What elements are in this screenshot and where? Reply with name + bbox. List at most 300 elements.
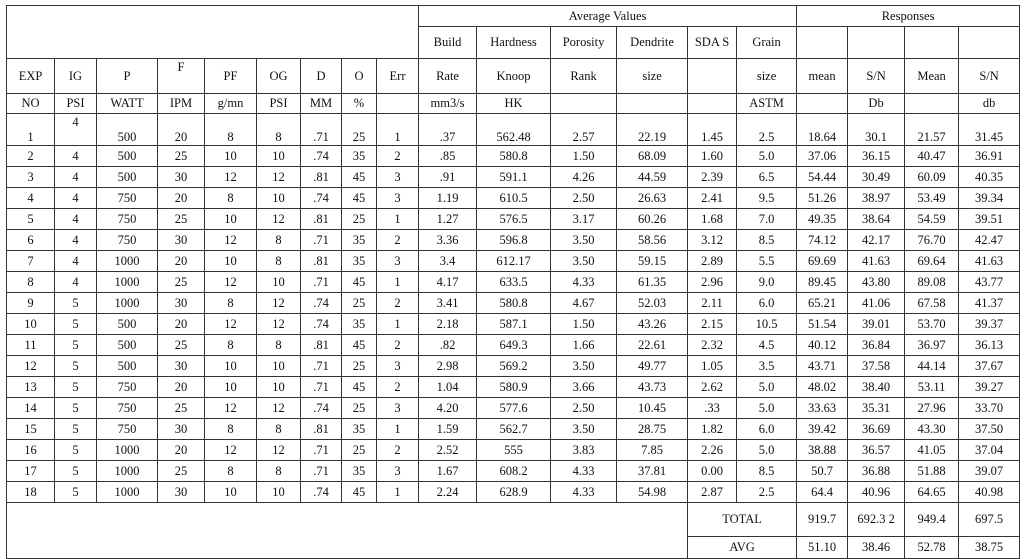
cell-build-rate: 1.67	[419, 461, 477, 482]
cell-mean: 74.12	[797, 230, 848, 251]
cell-o: 35	[342, 461, 377, 482]
cell-exp: 5	[7, 209, 55, 230]
cell-p: 750	[97, 398, 158, 419]
cell-dendrite: 59.15	[617, 251, 688, 272]
cell-p: 500	[97, 335, 158, 356]
total-mean: 919.7	[797, 503, 848, 537]
cell-p: 500	[97, 314, 158, 335]
cell-f: 30	[158, 230, 205, 251]
header-size: size	[617, 59, 688, 94]
cell-sn: 36.88	[848, 461, 905, 482]
cell-sn: 40.96	[848, 482, 905, 503]
cell-pf: 12	[205, 230, 257, 251]
cell-o: 45	[342, 272, 377, 293]
cell-og: 8	[257, 335, 301, 356]
cell-mean-2: 53.70	[905, 314, 959, 335]
cell-pf: 8	[205, 188, 257, 209]
cell-hardness: 562.7	[477, 419, 551, 440]
cell-sn-2: 43.77	[959, 272, 1020, 293]
cell-dendrite: 28.75	[617, 419, 688, 440]
cell-p: 500	[97, 146, 158, 167]
cell-grain: 9.5	[737, 188, 797, 209]
cell-ig: 5	[55, 377, 97, 398]
cell-mean-2: 64.65	[905, 482, 959, 503]
cell-sn-2: 39.34	[959, 188, 1020, 209]
cell-f: 30	[158, 356, 205, 377]
cell-o: 25	[342, 209, 377, 230]
cell-grain: 5.5	[737, 251, 797, 272]
cell-porosity: 2.50	[551, 398, 617, 419]
table-row	[7, 114, 1020, 146]
cell-p: 1000	[97, 482, 158, 503]
cell-mean: 33.63	[797, 398, 848, 419]
cell-exp: 15	[7, 419, 55, 440]
cell-pf: 10	[205, 251, 257, 272]
cell-d: .74	[301, 188, 342, 209]
cell-exp: 8	[7, 272, 55, 293]
cell-porosity: 1.66	[551, 335, 617, 356]
cell-build-rate: 2.18	[419, 314, 477, 335]
unit-rate: mm3/s	[419, 94, 477, 114]
cell-d: .81	[301, 335, 342, 356]
unit-psi-2: PSI	[257, 94, 301, 114]
cell-porosity: 3.83	[551, 440, 617, 461]
cell-og: 12	[257, 167, 301, 188]
avg-sn: 38.46	[848, 537, 905, 559]
cell-f: 20	[158, 114, 205, 146]
header-mean: mean	[797, 59, 848, 94]
cell-mean-2: 21.57	[905, 114, 959, 146]
cell-build-rate: 2.52	[419, 440, 477, 461]
cell-err: 2	[377, 146, 419, 167]
cell-mean: 65.21	[797, 293, 848, 314]
unit-ipm: IPM	[158, 94, 205, 114]
cell-sn: 42.17	[848, 230, 905, 251]
cell-hardness: 580.8	[477, 293, 551, 314]
cell-exp: 14	[7, 398, 55, 419]
cell-d: .74	[301, 293, 342, 314]
cell-d: .81	[301, 167, 342, 188]
cell-sn-2: 39.37	[959, 314, 1020, 335]
cell-sdas: 1.68	[688, 209, 737, 230]
blank-corner-cell	[7, 6, 419, 59]
cell-hardness: 577.6	[477, 398, 551, 419]
cell-hardness: 612.17	[477, 251, 551, 272]
cell-ig: 4	[55, 146, 97, 167]
cell-f: 30	[158, 167, 205, 188]
cell-exp: 13	[7, 377, 55, 398]
cell-p: 500	[97, 356, 158, 377]
cell-grain: 2.5	[737, 482, 797, 503]
cell-grain: 10.5	[737, 314, 797, 335]
cell-sn: 38.40	[848, 377, 905, 398]
cell-build-rate: 3.41	[419, 293, 477, 314]
cell-og: 12	[257, 293, 301, 314]
cell-sn: 36.69	[848, 419, 905, 440]
cell-porosity: 3.50	[551, 356, 617, 377]
cell-sdas: 2.39	[688, 167, 737, 188]
cell-d: .81	[301, 251, 342, 272]
cell-mean: 50.7	[797, 461, 848, 482]
cell-hardness: 555	[477, 440, 551, 461]
cell-p: 1000	[97, 272, 158, 293]
cell-sn: 30.1	[848, 114, 905, 146]
cell-pf: 10	[205, 356, 257, 377]
cell-o: 25	[342, 440, 377, 461]
avg-label: AVG	[688, 537, 797, 559]
cell-dendrite: 49.77	[617, 356, 688, 377]
cell-dendrite: 7.85	[617, 440, 688, 461]
cell-sn: 30.49	[848, 167, 905, 188]
cell-grain: 8.5	[737, 461, 797, 482]
cell-sn-2: 39.51	[959, 209, 1020, 230]
cell-hardness: 576.5	[477, 209, 551, 230]
cell-err: 3	[377, 356, 419, 377]
cell-hardness: 649.3	[477, 335, 551, 356]
cell-ig: 5	[55, 440, 97, 461]
unit-psi: PSI	[55, 94, 97, 114]
cell-dendrite: 54.98	[617, 482, 688, 503]
header-blank	[905, 27, 959, 59]
table-row	[7, 293, 1020, 314]
cell-og: 10	[257, 146, 301, 167]
cell-err: 2	[377, 293, 419, 314]
cell-build-rate: 1.27	[419, 209, 477, 230]
unit-blank	[688, 94, 737, 114]
cell-og: 12	[257, 398, 301, 419]
cell-porosity: 4.33	[551, 482, 617, 503]
experiment-results-table	[6, 5, 1020, 559]
table-row	[7, 440, 1020, 461]
header-blank	[848, 27, 905, 59]
cell-exp: 6	[7, 230, 55, 251]
cell-d: .71	[301, 272, 342, 293]
cell-ig: 4	[55, 230, 97, 251]
cell-hardness: 562.48	[477, 114, 551, 146]
header-f: F	[158, 59, 205, 94]
cell-o: 35	[342, 146, 377, 167]
cell-sdas: 2.41	[688, 188, 737, 209]
header-og: OG	[257, 59, 301, 94]
cell-f: 25	[158, 209, 205, 230]
cell-dendrite: 26.63	[617, 188, 688, 209]
responses-group-header: Responses	[797, 6, 1020, 27]
header-ig: IG	[55, 59, 97, 94]
cell-sn-2: 37.04	[959, 440, 1020, 461]
cell-og: 10	[257, 356, 301, 377]
unit-db: Db	[848, 94, 905, 114]
cell-build-rate: .91	[419, 167, 477, 188]
cell-d: .71	[301, 356, 342, 377]
cell-porosity: 3.50	[551, 419, 617, 440]
cell-exp: 1	[7, 114, 55, 146]
cell-dendrite: 43.73	[617, 377, 688, 398]
cell-sn-2: 42.47	[959, 230, 1020, 251]
total-label: TOTAL	[688, 503, 797, 537]
cell-f: 20	[158, 377, 205, 398]
cell-og: 10	[257, 482, 301, 503]
units-row	[7, 94, 1020, 114]
cell-exp: 12	[7, 356, 55, 377]
summary-blank	[7, 503, 688, 559]
cell-grain: 5.0	[737, 377, 797, 398]
unit-blank	[551, 94, 617, 114]
cell-err: 3	[377, 251, 419, 272]
cell-mean: 51.26	[797, 188, 848, 209]
cell-err: 1	[377, 114, 419, 146]
header-blank	[797, 27, 848, 59]
cell-f: 20	[158, 440, 205, 461]
cell-porosity: 4.33	[551, 461, 617, 482]
cell-sn: 41.06	[848, 293, 905, 314]
cell-sn: 38.64	[848, 209, 905, 230]
header-sn-2: S/N	[959, 59, 1020, 94]
cell-og: 12	[257, 314, 301, 335]
cell-grain: 5.0	[737, 398, 797, 419]
cell-d: .74	[301, 314, 342, 335]
cell-build-rate: 1.19	[419, 188, 477, 209]
header-p: P	[97, 59, 158, 94]
cell-hardness: 580.9	[477, 377, 551, 398]
header-knoop: Knoop	[477, 59, 551, 94]
cell-mean-2: 89.08	[905, 272, 959, 293]
cell-pf: 10	[205, 377, 257, 398]
cell-og: 12	[257, 209, 301, 230]
cell-sdas: 0.00	[688, 461, 737, 482]
cell-p: 1000	[97, 461, 158, 482]
cell-exp: 9	[7, 293, 55, 314]
cell-p: 500	[97, 167, 158, 188]
cell-ig: 5	[55, 461, 97, 482]
cell-porosity: 3.50	[551, 251, 617, 272]
cell-sdas: 2.96	[688, 272, 737, 293]
header-pf: PF	[205, 59, 257, 94]
cell-f: 25	[158, 272, 205, 293]
cell-mean-2: 43.30	[905, 419, 959, 440]
cell-pf: 8	[205, 461, 257, 482]
cell-mean-2: 27.96	[905, 398, 959, 419]
cell-sn: 36.84	[848, 335, 905, 356]
cell-p: 750	[97, 230, 158, 251]
cell-sn-2: 41.63	[959, 251, 1020, 272]
cell-exp: 16	[7, 440, 55, 461]
header-rank: Rank	[551, 59, 617, 94]
cell-mean: 18.64	[797, 114, 848, 146]
cell-o: 45	[342, 188, 377, 209]
header-dendrite: Dendrite	[617, 27, 688, 59]
cell-f: 30	[158, 482, 205, 503]
cell-build-rate: 2.98	[419, 356, 477, 377]
header-row-2	[7, 59, 1020, 94]
table-row	[7, 209, 1020, 230]
cell-mean-2: 67.58	[905, 293, 959, 314]
cell-ig: 5	[55, 335, 97, 356]
cell-mean: 89.45	[797, 272, 848, 293]
table-row	[7, 251, 1020, 272]
cell-exp: 17	[7, 461, 55, 482]
cell-mean: 49.35	[797, 209, 848, 230]
cell-err: 2	[377, 440, 419, 461]
cell-hardness: 628.9	[477, 482, 551, 503]
cell-exp: 7	[7, 251, 55, 272]
cell-sn: 38.97	[848, 188, 905, 209]
cell-sn: 41.63	[848, 251, 905, 272]
cell-exp: 10	[7, 314, 55, 335]
cell-dendrite: 61.35	[617, 272, 688, 293]
cell-f: 30	[158, 419, 205, 440]
cell-sn-2: 39.27	[959, 377, 1020, 398]
group-header-row	[7, 6, 1020, 27]
cell-pf: 10	[205, 482, 257, 503]
cell-sdas: 2.26	[688, 440, 737, 461]
cell-d: .74	[301, 482, 342, 503]
cell-sn-2: 40.35	[959, 167, 1020, 188]
avg-mean-2: 52.78	[905, 537, 959, 559]
cell-dendrite: 22.61	[617, 335, 688, 356]
header-sdas: SDA S	[688, 27, 737, 59]
unit-mm: MM	[301, 94, 342, 114]
unit-hk: HK	[477, 94, 551, 114]
cell-ig: 4	[55, 209, 97, 230]
cell-hardness: 569.2	[477, 356, 551, 377]
cell-d: .71	[301, 440, 342, 461]
cell-pf: 12	[205, 440, 257, 461]
cell-sdas: 2.89	[688, 251, 737, 272]
cell-o: 25	[342, 356, 377, 377]
cell-f: 20	[158, 251, 205, 272]
cell-f: 20	[158, 188, 205, 209]
table-row	[7, 230, 1020, 251]
cell-ig: 5	[55, 482, 97, 503]
cell-grain: 4.5	[737, 335, 797, 356]
cell-mean-2: 41.05	[905, 440, 959, 461]
cell-p: 1000	[97, 251, 158, 272]
cell-pf: 8	[205, 419, 257, 440]
cell-d: .74	[301, 146, 342, 167]
cell-sdas: 1.45	[688, 114, 737, 146]
avg-mean: 51.10	[797, 537, 848, 559]
table-row	[7, 167, 1020, 188]
avg-sn-2: 38.75	[959, 537, 1020, 559]
cell-sn-2: 40.98	[959, 482, 1020, 503]
cell-mean-2: 36.97	[905, 335, 959, 356]
cell-o: 45	[342, 482, 377, 503]
cell-err: 3	[377, 167, 419, 188]
total-sn: 692.3 2	[848, 503, 905, 537]
cell-sdas: 2.87	[688, 482, 737, 503]
cell-sn: 39.01	[848, 314, 905, 335]
cell-dendrite: 58.56	[617, 230, 688, 251]
table-row	[7, 146, 1020, 167]
header-hardness: Hardness	[477, 27, 551, 59]
unit-blank	[377, 94, 419, 114]
cell-porosity: 4.67	[551, 293, 617, 314]
header-build: Build	[419, 27, 477, 59]
cell-f: 20	[158, 314, 205, 335]
cell-mean-2: 76.70	[905, 230, 959, 251]
cell-sdas: 3.12	[688, 230, 737, 251]
cell-ig: 4	[55, 167, 97, 188]
cell-exp: 4	[7, 188, 55, 209]
cell-mean: 40.12	[797, 335, 848, 356]
cell-d: .81	[301, 419, 342, 440]
unit-blank	[905, 94, 959, 114]
cell-ig: 5	[55, 356, 97, 377]
cell-dendrite: 10.45	[617, 398, 688, 419]
cell-porosity: 4.26	[551, 167, 617, 188]
cell-sdas: 2.62	[688, 377, 737, 398]
cell-mean-2: 69.64	[905, 251, 959, 272]
average-values-group-header: Average Values	[419, 6, 797, 27]
cell-porosity: 1.50	[551, 146, 617, 167]
cell-mean-2: 60.09	[905, 167, 959, 188]
header-rate: Rate	[419, 59, 477, 94]
cell-exp: 2	[7, 146, 55, 167]
header-d: D	[301, 59, 342, 94]
cell-dendrite: 22.19	[617, 114, 688, 146]
cell-p: 750	[97, 377, 158, 398]
cell-grain: 6.0	[737, 419, 797, 440]
cell-og: 8	[257, 461, 301, 482]
cell-err: 1	[377, 314, 419, 335]
cell-sn-2: 41.37	[959, 293, 1020, 314]
cell-exp: 3	[7, 167, 55, 188]
cell-f: 25	[158, 398, 205, 419]
cell-hardness: 580.8	[477, 146, 551, 167]
cell-dendrite: 52.03	[617, 293, 688, 314]
cell-mean: 37.06	[797, 146, 848, 167]
cell-sdas: 1.82	[688, 419, 737, 440]
cell-og: 10	[257, 272, 301, 293]
cell-grain: 2.5	[737, 114, 797, 146]
cell-sn-2: 31.45	[959, 114, 1020, 146]
cell-f: 25	[158, 146, 205, 167]
cell-og: 10	[257, 377, 301, 398]
cell-d: .71	[301, 461, 342, 482]
cell-o: 25	[342, 114, 377, 146]
table-row	[7, 335, 1020, 356]
cell-og: 12	[257, 440, 301, 461]
cell-grain: 9.0	[737, 272, 797, 293]
unit-blank	[797, 94, 848, 114]
cell-build-rate: .37	[419, 114, 477, 146]
cell-o: 35	[342, 314, 377, 335]
cell-sn: 37.58	[848, 356, 905, 377]
cell-p: 750	[97, 188, 158, 209]
cell-hardness: 633.5	[477, 272, 551, 293]
cell-err: 1	[377, 419, 419, 440]
cell-mean: 51.54	[797, 314, 848, 335]
cell-build-rate: .82	[419, 335, 477, 356]
cell-grain: 6.5	[737, 167, 797, 188]
cell-hardness: 587.1	[477, 314, 551, 335]
cell-porosity: 1.50	[551, 314, 617, 335]
cell-grain: 6.0	[737, 293, 797, 314]
header-porosity: Porosity	[551, 27, 617, 59]
cell-og: 8	[257, 419, 301, 440]
total-sn-2: 697.5	[959, 503, 1020, 537]
cell-mean-2: 44.14	[905, 356, 959, 377]
cell-err: 2	[377, 335, 419, 356]
cell-dendrite: 68.09	[617, 146, 688, 167]
cell-ig: 5	[55, 293, 97, 314]
cell-grain: 5.0	[737, 440, 797, 461]
cell-porosity: 2.57	[551, 114, 617, 146]
cell-exp: 11	[7, 335, 55, 356]
cell-pf: 8	[205, 114, 257, 146]
cell-o: 25	[342, 398, 377, 419]
cell-grain: 7.0	[737, 209, 797, 230]
